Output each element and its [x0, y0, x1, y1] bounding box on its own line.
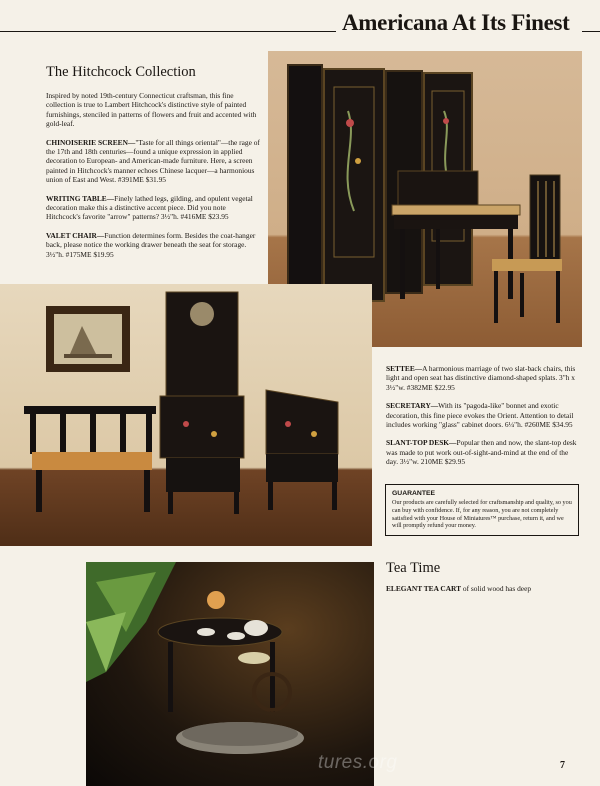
framed-ship-picture [46, 306, 130, 372]
item-text: Finely lathed legs, gilding, and opulent vegetal decoration make this a distinctive accent piece. Did you note Hitchcock's favorite "arrow" patterns? 3½"h. #416ME $23.95 [46, 193, 253, 222]
item-name: WRITING TABLE— [46, 193, 115, 203]
guarantee-box [385, 484, 579, 536]
item-name: ELEGANT TEA CART [386, 584, 462, 593]
item-name: SETTEE— [386, 364, 423, 373]
tea-cart [158, 591, 304, 754]
guarantee-title: GUARANTEE [392, 490, 436, 497]
products-column [386, 364, 582, 476]
page-number: 7 [560, 760, 565, 771]
item-name: SLANT-TOP DESK— [386, 438, 457, 448]
hitchcock-intro: Inspired by noted 19th-century Connecticut craftsman, this fine collection is true to Lambert Hitchcock's distinctive style of painted furnishings, stenciled in patterns of flowers and fruit and accented with gold-leaf. [46, 91, 257, 129]
hitchcock-title: The Hitchcock Collection [46, 64, 196, 80]
header-rule [0, 31, 336, 32]
settee [24, 406, 156, 512]
page-title: Americana At Its Finest [342, 10, 570, 35]
settee-secretary-desk-photo [0, 284, 372, 546]
item-text: Function determines form. Besides the coat-hanger back, please notice the working drawer beneath the seat for storage. 3½"h. #175ME $19.95 [46, 230, 256, 259]
valet-chair-description [46, 231, 260, 259]
item-name: CHINOISERIE SCREEN— [46, 137, 136, 147]
tea-time-title: Tea Time [386, 560, 441, 576]
item-name: VALET CHAIR— [46, 230, 105, 240]
item-name: SECRETARY— [386, 401, 439, 411]
settee-description [386, 364, 582, 392]
item-text: With its "pagoda-like" bonnet and exotic decoration, this fine piece evokes the Orient. Attention to detail includes working "glass" cabinet doors. 6¼"h. #260ME $34.95 [386, 401, 574, 430]
slant-top-desk [266, 390, 338, 510]
slant-top-desk-description [386, 438, 582, 466]
item-text: Popular then and now, the slant-top desk was made to put work out-of-sight-and-mind at the end of the day. 3½"w. 210ME $29.95 [386, 438, 577, 467]
watermark: tures.org [318, 752, 398, 773]
writing-table-description [46, 194, 260, 222]
item-text: A harmonious marriage of two slat-back chairs, this light and open seat has distinctive diamond-shaped splats. 3"h x 3½"w. #382ME $22.95 [386, 364, 576, 392]
hitchcock-column [46, 64, 260, 268]
guarantee-text: Our products are carefully selected for craftsmanship and quality, so you can buy with confidence. If, for any reason, you are not completely satisfied with your House of Miniatures™ purchase, return it, and we will promptly refund your money. [392, 499, 572, 530]
item-text: "Taste for all things oriental"—the rage of the 17th and 18th centuries—found a unique expression in applied decoration to European- and American-made furniture. Here, a screen painted in Hitchcock's manner echoes Chinese lacquer—a harmonious union of East and West. #391ME $31.95 [46, 137, 260, 185]
tea-cart-description [386, 584, 582, 593]
secretary [160, 292, 244, 514]
chinoiserie-screen-description [46, 138, 260, 185]
settee-scene-illustration [0, 284, 372, 546]
header-rule-right [582, 31, 600, 32]
item-text: of solid wood has deep [461, 584, 532, 593]
valet-chair [492, 175, 562, 323]
secretary-description [386, 401, 582, 429]
